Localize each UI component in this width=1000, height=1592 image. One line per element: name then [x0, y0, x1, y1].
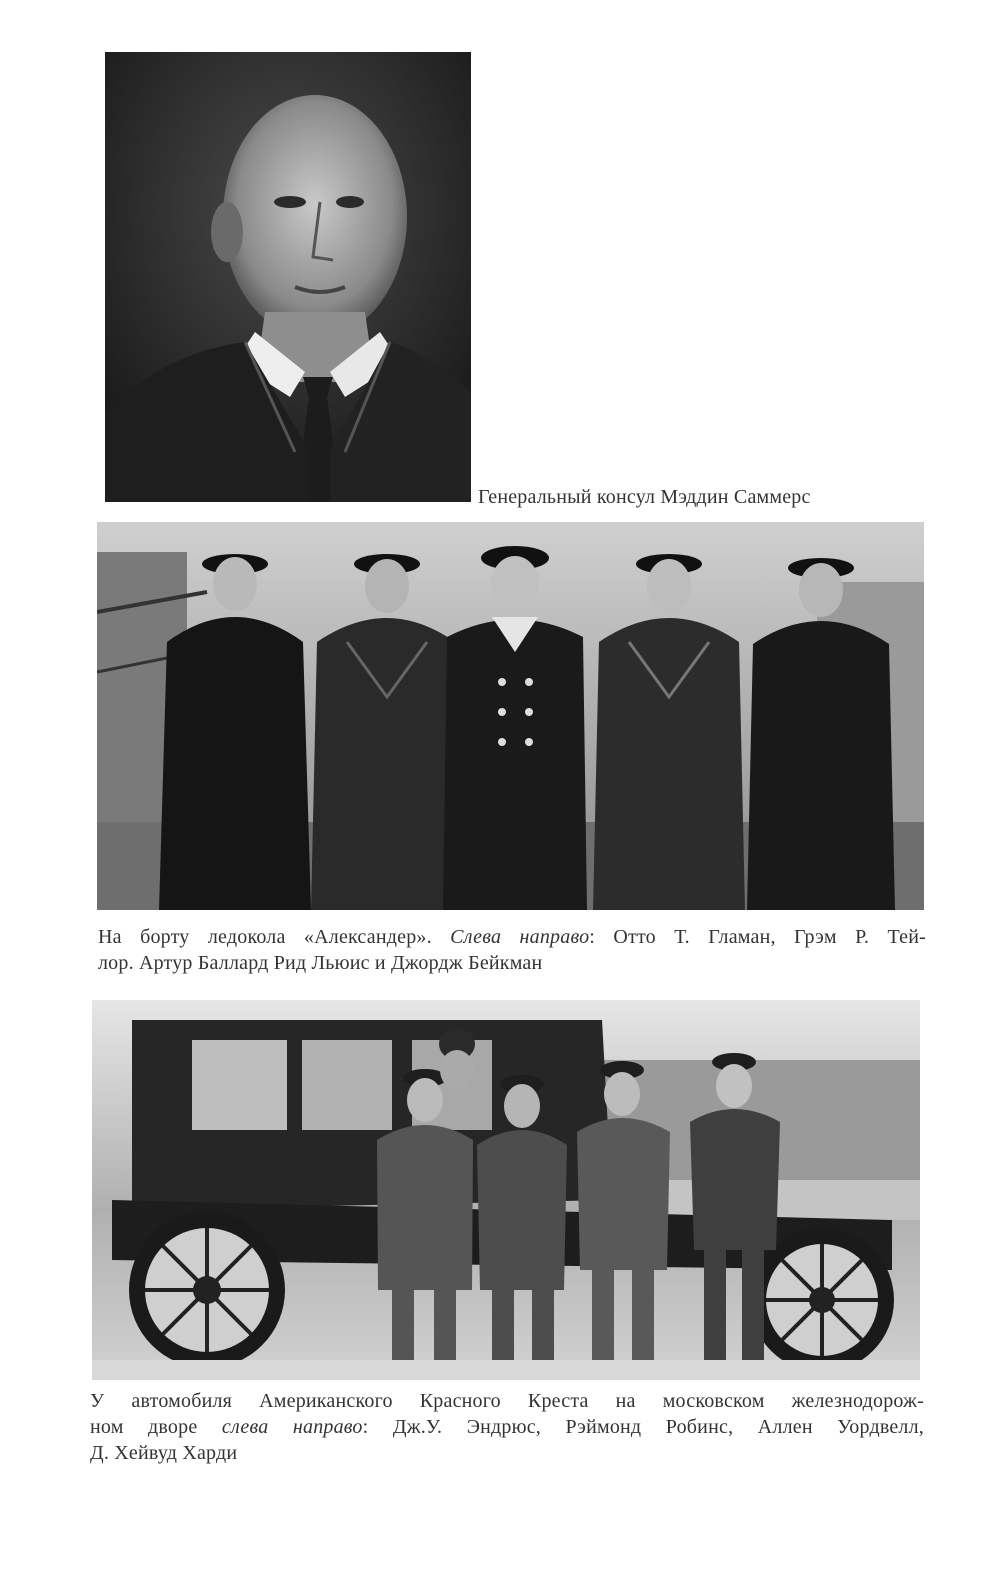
car-caption [90, 1388, 924, 1466]
sailors-caption-line-2: лор. Артур Баллард Рид Льюис и Джордж Бейкман [98, 952, 543, 974]
sailors-caption [98, 924, 926, 976]
sailors-caption-line-1: На борту ледокола «Александер». Слева направо: Отто Т. Гламан, Грэм Р. Тей- [98, 926, 926, 948]
portrait-caption: Генеральный консул Мэддин Саммерс [478, 486, 811, 508]
car-caption-line-2: ном дворе слева направо: Дж.У. Эндрюс, Рэймонд Робинс, Аллен Уордвелл, [90, 1416, 924, 1438]
car-caption-line-1: У автомобиля Американского Красного Креста на московском железнодорож- [90, 1390, 924, 1412]
portrait-photo [105, 52, 471, 502]
car-photo [92, 1000, 920, 1380]
sailors-photo [97, 522, 924, 910]
car-caption-line-3: Д. Хейвуд Харди [90, 1442, 238, 1464]
